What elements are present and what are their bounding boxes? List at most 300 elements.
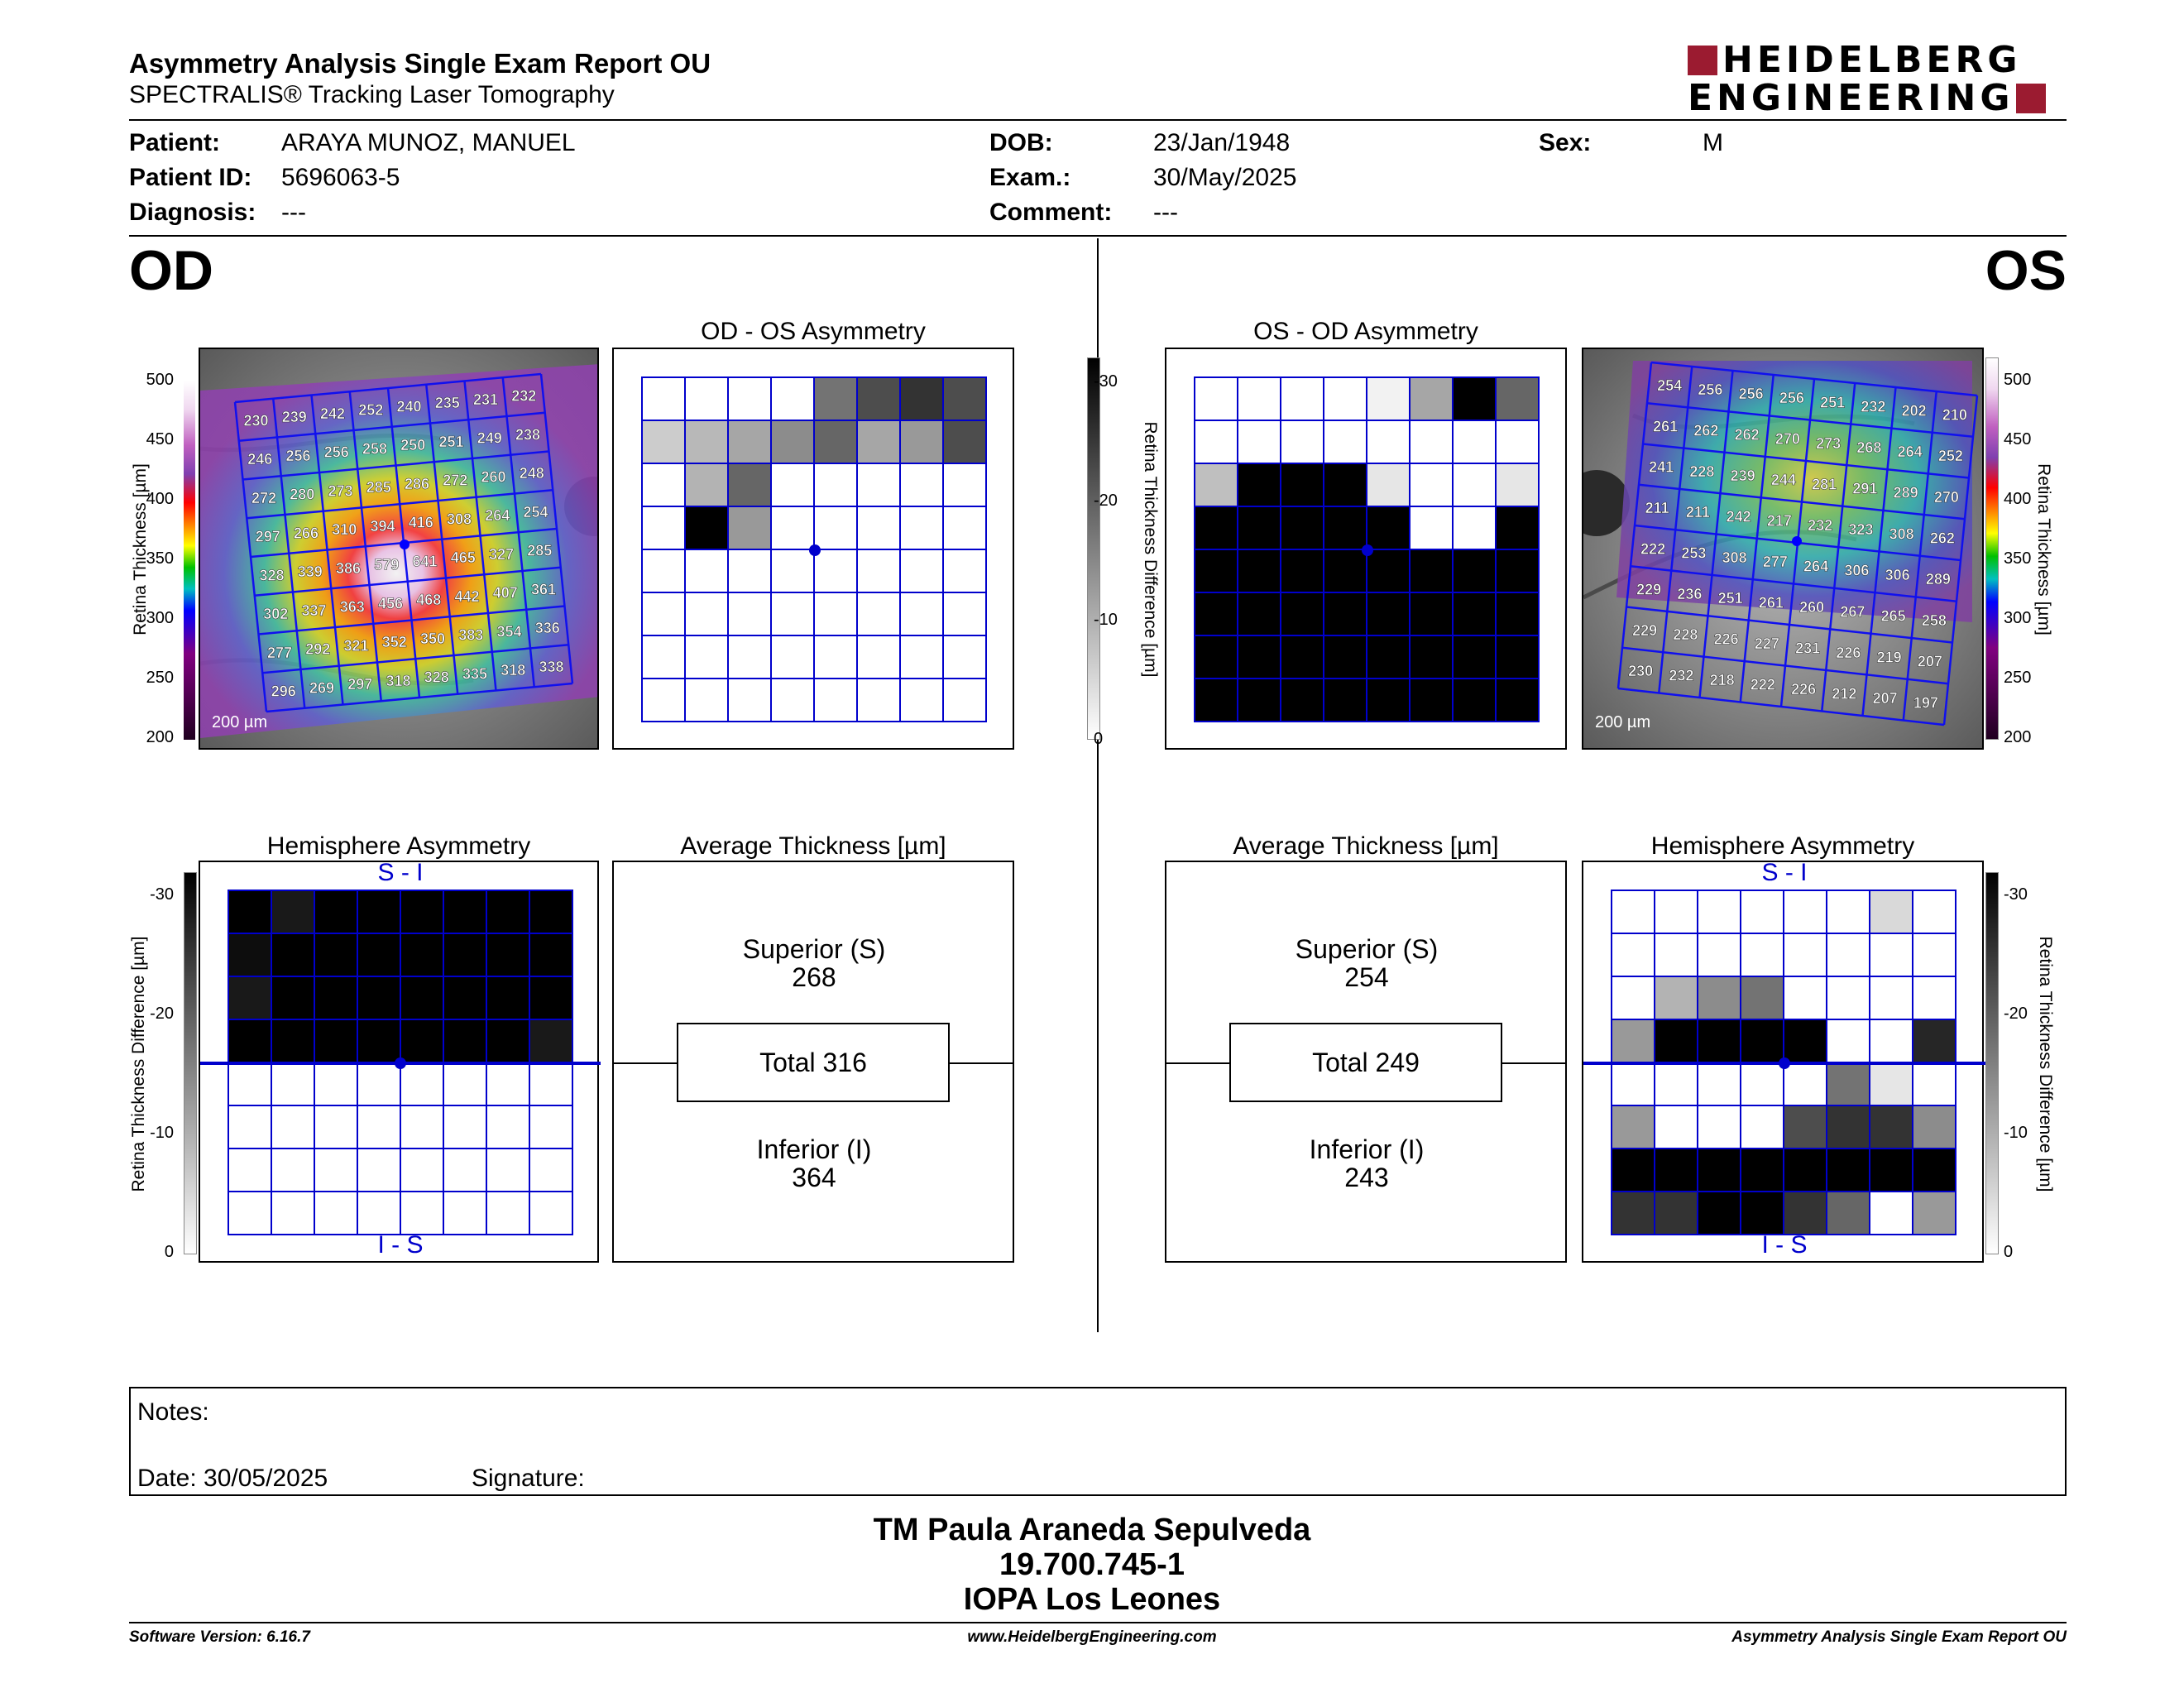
- asymmetry-cell: [1655, 933, 1698, 976]
- asymmetry-cell: [943, 635, 986, 679]
- thickness-value: 240: [396, 398, 422, 415]
- asymmetry-cell: [900, 463, 943, 506]
- thickness-value: 264: [1897, 443, 1923, 460]
- asymmetry-cell: [529, 1192, 572, 1235]
- thickness-value: 226: [1791, 680, 1817, 698]
- thickness-value: 286: [404, 475, 430, 492]
- thickness-value: 260: [1799, 598, 1825, 616]
- thickness-value: 232: [1808, 516, 1833, 534]
- diagnosis: ---: [281, 199, 306, 226]
- asymmetry-cell: [228, 1192, 271, 1235]
- thickness-value: 258: [1921, 611, 1947, 629]
- asymmetry-cell: [529, 1105, 572, 1149]
- report-subtitle: SPECTRALIS® Tracking Laser Tomography: [129, 81, 615, 108]
- asymmetry-cell: [1496, 377, 1539, 420]
- asymmetry-cell: [1784, 1062, 1827, 1105]
- asymmetry-cell: [857, 635, 900, 679]
- asymmetry-cell: [1367, 635, 1410, 679]
- thickness-value: 468: [416, 592, 442, 608]
- thickness-value: 280: [290, 486, 315, 503]
- asymmetry-cell: [1612, 976, 1655, 1019]
- thickness-value: 277: [266, 644, 293, 661]
- notes-box[interactable]: [129, 1387, 2067, 1496]
- asymmetry-cell: [314, 1062, 357, 1105]
- thickness-value: 239: [281, 409, 307, 425]
- asymmetry-cell: [357, 1019, 400, 1062]
- asymmetry-cell: [1870, 1062, 1913, 1105]
- thickness-value: 272: [251, 489, 277, 506]
- thickness-value: 207: [1917, 653, 1942, 670]
- asymmetry-cell: [1741, 890, 1784, 933]
- thickness-value: 306: [1844, 562, 1870, 579]
- asymmetry-cell: [1367, 463, 1410, 506]
- asymmetry-cell: [1238, 635, 1281, 679]
- asymmetry-cell: [400, 1019, 443, 1062]
- asymmetry-cell: [1827, 1192, 1870, 1235]
- thickness-value: 318: [386, 672, 411, 689]
- comment-label: Comment:: [989, 199, 1113, 226]
- signer-name: TM Paula Araneda Sepulveda: [873, 1513, 1311, 1547]
- asymmetry-cell: [228, 933, 271, 976]
- asymmetry-cell: [1281, 635, 1324, 679]
- thickness-value: 253: [1681, 544, 1707, 562]
- asymmetry-cell: [271, 1105, 314, 1149]
- asymmetry-cell: [1655, 1019, 1698, 1062]
- tick-label: -20: [150, 1005, 174, 1023]
- patient-id: 5696063-5: [281, 164, 400, 191]
- asymmetry-cell: [443, 1062, 486, 1105]
- asymmetry-cell: [357, 890, 400, 933]
- asymmetry-cell: [271, 1192, 314, 1235]
- thickness-value: 229: [1636, 581, 1662, 598]
- asymmetry-cell: [228, 1019, 271, 1062]
- thickness-value: 273: [328, 482, 353, 500]
- asymmetry-cell: [814, 506, 857, 549]
- tick-label: 0: [1094, 730, 1104, 748]
- asymmetry-cell: [900, 506, 943, 549]
- asymmetry-cell: [1784, 1019, 1827, 1062]
- asymmetry-cell: [685, 635, 728, 679]
- thickness-value: 250: [400, 437, 426, 453]
- asymmetry-cell: [685, 592, 728, 635]
- asymmetry-cell: [1698, 1105, 1741, 1149]
- asymmetry-cell: [486, 1149, 529, 1192]
- asymmetry-cell: [900, 592, 943, 635]
- patient-label: Patient:: [129, 129, 221, 156]
- asymmetry-cell: [642, 506, 685, 549]
- thickness-value: 207: [1872, 689, 1898, 707]
- asymmetry-cell: [529, 933, 572, 976]
- asymmetry-cell: [1453, 463, 1496, 506]
- thickness-value: 256: [1779, 390, 1804, 407]
- thickness-value: 211: [1645, 499, 1669, 516]
- thickness-value: 265: [1880, 607, 1906, 625]
- tick-label: -20: [2004, 1005, 2028, 1023]
- os-superior-value: 254: [1344, 962, 1389, 992]
- asymmetry-cell: [1324, 592, 1367, 635]
- thickness-value: 226: [1836, 644, 1861, 661]
- thickness-value: 236: [1677, 585, 1703, 602]
- asymmetry-cell: [1195, 506, 1238, 549]
- asymmetry-cell: [486, 933, 529, 976]
- asymmetry-cell: [1238, 463, 1281, 506]
- asymmetry-cell: [1655, 1149, 1698, 1192]
- thickness-value: 197: [1913, 694, 1938, 712]
- thickness-value: 231: [1795, 640, 1821, 657]
- asymmetry-cell: [1195, 679, 1238, 722]
- exam-label: Exam.:: [989, 164, 1071, 191]
- thickness-value: 328: [259, 567, 285, 584]
- asymmetry-cell: [529, 1019, 572, 1062]
- os-asym-title: OS - OD Asymmetry: [1253, 318, 1478, 345]
- asymmetry-cell: [1612, 1192, 1655, 1235]
- thickness-value: 270: [1774, 430, 1800, 448]
- thickness-value: 252: [358, 401, 384, 419]
- asymmetry-cell: [1741, 1019, 1784, 1062]
- website-link[interactable]: www.HeidelbergEngineering.com: [967, 1628, 1217, 1646]
- asymmetry-cell: [1281, 679, 1324, 722]
- asymmetry-cell: [1827, 1149, 1870, 1192]
- asymmetry-cell: [1655, 1062, 1698, 1105]
- asymmetry-cell: [1698, 1149, 1741, 1192]
- asymmetry-cell: [1784, 1192, 1827, 1235]
- asymmetry-cell: [314, 976, 357, 1019]
- report-title: Asymmetry Analysis Single Exam Report OU: [129, 48, 711, 79]
- asymmetry-cell: [1238, 506, 1281, 549]
- asymmetry-cell: [1238, 549, 1281, 592]
- asymmetry-cell: [642, 549, 685, 592]
- asymmetry-cell: [1827, 890, 1870, 933]
- thickness-value: 327: [488, 545, 515, 563]
- asymmetry-cell: [1324, 463, 1367, 506]
- asymmetry-cell: [271, 933, 314, 976]
- asymmetry-cell: [1410, 506, 1453, 549]
- od-diff-axis-label: Retina Thickness Difference [µm]: [129, 936, 148, 1192]
- asymmetry-cell: [271, 890, 314, 933]
- asymmetry-cell: [1827, 933, 1870, 976]
- tick-label: 400: [2004, 490, 2032, 508]
- asymmetry-cell: [1410, 463, 1453, 506]
- asymmetry-cell: [685, 463, 728, 506]
- thickness-value: 407: [492, 584, 518, 602]
- asymmetry-cell: [1496, 506, 1539, 549]
- os-asym-svg: [1166, 349, 1569, 751]
- os-hemi-diff-colorbar: [1985, 872, 1999, 1254]
- asymmetry-cell: [1281, 377, 1324, 420]
- asymmetry-cell: [1698, 1019, 1741, 1062]
- asymmetry-cell: [357, 933, 400, 976]
- thickness-value: 232: [1861, 398, 1886, 415]
- asymmetry-cell: [685, 679, 728, 722]
- asymmetry-cell: [1870, 890, 1913, 933]
- thickness-value: 338: [539, 658, 564, 675]
- os-scale-bar: 200 µm: [1595, 713, 1651, 731]
- asymmetry-cell: [685, 506, 728, 549]
- thickness-value: 212: [1832, 685, 1857, 703]
- asymmetry-cell: [857, 679, 900, 722]
- asymmetry-cell: [357, 1105, 400, 1149]
- asymmetry-cell: [771, 420, 814, 463]
- thickness-value: 229: [1632, 621, 1658, 639]
- footer-report-name: Asymmetry Analysis Single Exam Report OU: [1731, 1628, 2067, 1646]
- os-thickness-axis-label: Retina Thickness [µm]: [2034, 463, 2053, 635]
- asymmetry-cell: [1281, 463, 1324, 506]
- os-asym-panel: [1165, 348, 1567, 750]
- asymmetry-cell: [357, 1192, 400, 1235]
- logo-square-icon: [1688, 46, 1717, 75]
- asymmetry-cell: [1410, 549, 1453, 592]
- header-divider: [129, 119, 2067, 121]
- asymmetry-cell: [943, 679, 986, 722]
- asymmetry-cell: [1698, 1192, 1741, 1235]
- asymmetry-cell: [771, 506, 814, 549]
- asymmetry-cell: [1324, 377, 1367, 420]
- patient-divider: [129, 235, 2067, 237]
- asymmetry-cell: [1698, 1062, 1741, 1105]
- thickness-value: 296: [271, 683, 296, 700]
- asymmetry-cell: [1741, 976, 1784, 1019]
- asymmetry-cell: [529, 1062, 572, 1105]
- asymmetry-cell: [529, 976, 572, 1019]
- od-thickness-svg: [200, 349, 599, 750]
- dob: 23/Jan/1948: [1153, 129, 1291, 156]
- thickness-value: 246: [247, 451, 273, 468]
- asymmetry-cell: [1195, 420, 1238, 463]
- thickness-value: 248: [519, 465, 544, 482]
- fovea-marker: [809, 544, 821, 556]
- asymmetry-cell: [228, 890, 271, 933]
- thickness-value: 308: [1722, 549, 1747, 566]
- logo-square-icon: [2016, 84, 2046, 113]
- asymmetry-cell: [1784, 1105, 1827, 1149]
- tick-label: -10: [2004, 1124, 2028, 1142]
- tick-label: -10: [1094, 611, 1118, 629]
- os-inferior-label: Inferior (I): [1309, 1134, 1425, 1164]
- asymmetry-cell: [1612, 1019, 1655, 1062]
- asymmetry-cell: [771, 635, 814, 679]
- asymmetry-cell: [1913, 1062, 1956, 1105]
- asymmetry-cell: [1367, 592, 1410, 635]
- asymmetry-cell: [943, 592, 986, 635]
- tick-label: 400: [146, 490, 174, 508]
- asymmetry-cell: [1913, 1019, 1956, 1062]
- thickness-value: 352: [381, 634, 407, 650]
- asymmetry-cell: [1496, 635, 1539, 679]
- asymmetry-cell: [443, 1105, 486, 1149]
- asymmetry-cell: [1870, 933, 1913, 976]
- thickness-value: 228: [1689, 463, 1715, 480]
- asymmetry-cell: [486, 890, 529, 933]
- asymmetry-cell: [1496, 463, 1539, 506]
- asymmetry-cell: [1870, 1019, 1913, 1062]
- tick-label: 0: [2004, 1243, 2014, 1261]
- tick-label: 250: [2004, 669, 2032, 687]
- asymmetry-cell: [1698, 933, 1741, 976]
- thickness-value: 210: [1942, 406, 1967, 424]
- thickness-value: 235: [434, 395, 460, 411]
- od-thickness-map: [199, 348, 599, 750]
- thickness-value: 383: [458, 626, 484, 644]
- od-label: OD: [129, 239, 213, 302]
- asymmetry-cell: [728, 635, 771, 679]
- tick-label: -10: [150, 1124, 174, 1142]
- asymmetry-cell: [900, 549, 943, 592]
- thickness-value: 231: [472, 391, 499, 408]
- asymmetry-cell: [1195, 463, 1238, 506]
- thickness-value: 641: [412, 553, 438, 570]
- thickness-value: 242: [1726, 508, 1751, 525]
- od-avg-title: Average Thickness [µm]: [680, 832, 946, 860]
- thickness-value: 244: [1770, 472, 1796, 489]
- thickness-value: 202: [1901, 402, 1927, 420]
- thickness-value: 211: [1685, 504, 1710, 521]
- asymmetry-cell: [857, 377, 900, 420]
- od-asym-panel: [612, 348, 1014, 750]
- asymmetry-cell: [1655, 1105, 1698, 1149]
- asymmetry-cell: [529, 890, 572, 933]
- asymmetry-cell: [900, 679, 943, 722]
- tick-label: 350: [146, 549, 174, 568]
- asymmetry-cell: [1453, 679, 1496, 722]
- tick-label: -30: [150, 885, 174, 904]
- asymmetry-cell: [1324, 420, 1367, 463]
- od-thickness-colorbar: [184, 381, 195, 740]
- asymmetry-cell: [1453, 549, 1496, 592]
- tick-label: 450: [146, 430, 174, 448]
- thickness-value: 267: [1840, 603, 1866, 621]
- thickness-value: 254: [523, 503, 548, 520]
- thickness-value: 361: [530, 581, 557, 598]
- asymmetry-cell: [1195, 377, 1238, 420]
- thickness-value: 456: [377, 595, 404, 612]
- asymmetry-cell: [900, 635, 943, 679]
- notes-label: Notes:: [137, 1398, 209, 1426]
- thickness-value: 465: [450, 549, 476, 566]
- asymmetry-cell: [943, 549, 986, 592]
- thickness-value: 219: [1876, 649, 1902, 666]
- thickness-value: 238: [515, 426, 541, 444]
- asymmetry-cell: [357, 1149, 400, 1192]
- fovea-marker: [1792, 536, 1802, 546]
- asymmetry-cell: [1913, 933, 1956, 976]
- asymmetry-cell: [814, 679, 857, 722]
- asymmetry-cell: [728, 506, 771, 549]
- asymmetry-cell: [857, 420, 900, 463]
- fovea-marker: [395, 1057, 406, 1069]
- asymmetry-cell: [1367, 506, 1410, 549]
- asymmetry-cell: [1324, 679, 1367, 722]
- asymmetry-cell: [1238, 592, 1281, 635]
- asymmetry-cell: [642, 635, 685, 679]
- asymmetry-cell: [271, 1019, 314, 1062]
- asymmetry-cell: [271, 1062, 314, 1105]
- os-hemi-svg: [1583, 862, 1985, 1264]
- asymmetry-cell: [771, 549, 814, 592]
- thickness-value: 328: [424, 669, 449, 686]
- asymmetry-cell: [1741, 1192, 1784, 1235]
- asymmetry-cell: [900, 377, 943, 420]
- asymmetry-cell: [228, 1105, 271, 1149]
- thickness-value: 416: [408, 514, 433, 531]
- thickness-value: 310: [332, 521, 357, 538]
- os-avg-panel: [1165, 861, 1567, 1263]
- asymmetry-cell: [814, 635, 857, 679]
- asymmetry-cell: [814, 463, 857, 506]
- od-thickness-axis-label: Retina Thickness [µm]: [131, 463, 150, 635]
- asymmetry-cell: [857, 592, 900, 635]
- os-total-box: Total 249: [1229, 1023, 1502, 1102]
- thickness-value: 264: [485, 507, 510, 524]
- asymmetry-cell: [1410, 679, 1453, 722]
- asymmetry-cell: [728, 679, 771, 722]
- asymmetry-cell: [314, 1105, 357, 1149]
- thickness-value: 252: [1937, 448, 1963, 465]
- thickness-value: 241: [1649, 458, 1674, 476]
- signer-org: IOPA Los Leones: [963, 1582, 1221, 1617]
- thickness-value: 318: [500, 662, 526, 679]
- asymmetry-cell: [728, 377, 771, 420]
- tick-label: 450: [2004, 430, 2032, 448]
- asymmetry-cell: [1827, 1062, 1870, 1105]
- od-asym-svg: [614, 349, 1016, 751]
- os-avg-title: Average Thickness [µm]: [1233, 832, 1499, 860]
- asymmetry-cell: [1281, 592, 1324, 635]
- thickness-value: 217: [1766, 512, 1792, 530]
- asymmetry-cell: [1367, 420, 1410, 463]
- asymmetry-cell: [642, 377, 685, 420]
- asymmetry-cell: [314, 1019, 357, 1062]
- thickness-value: 218: [1709, 672, 1735, 689]
- thickness-value: 323: [1848, 521, 1874, 539]
- asymmetry-cell: [1281, 549, 1324, 592]
- thickness-value: 335: [462, 665, 488, 683]
- thickness-value: 222: [1750, 676, 1775, 693]
- asymmetry-cell: [443, 1019, 486, 1062]
- tick-label: 500: [2004, 371, 2032, 389]
- asymmetry-cell: [443, 1149, 486, 1192]
- thickness-value: 260: [481, 468, 506, 486]
- asymmetry-cell: [1784, 1149, 1827, 1192]
- asymmetry-cell: [1453, 592, 1496, 635]
- asymmetry-cell: [314, 1192, 357, 1235]
- thickness-value: 297: [255, 528, 280, 545]
- thickness-value: 222: [1640, 540, 1666, 558]
- thickness-value: 261: [1653, 418, 1679, 435]
- thickness-value: 273: [1816, 434, 1842, 452]
- od-hemi-svg: [200, 862, 601, 1264]
- asymmetry-cell: [1741, 1149, 1784, 1192]
- tick-label: 300: [146, 609, 174, 627]
- asymmetry-cell: [1827, 976, 1870, 1019]
- tick-label: 250: [146, 669, 174, 687]
- os-inferior-value: 243: [1344, 1163, 1389, 1192]
- os-diff-colorbar: [1087, 357, 1100, 740]
- asymmetry-cell: [943, 420, 986, 463]
- asymmetry-cell: [314, 1149, 357, 1192]
- od-is-label: I - S: [377, 1231, 424, 1259]
- od-hemi-panel: [199, 861, 599, 1263]
- thickness-value: 270: [1933, 488, 1959, 506]
- asymmetry-cell: [857, 506, 900, 549]
- asymmetry-cell: [1496, 549, 1539, 592]
- asymmetry-cell: [400, 1105, 443, 1149]
- asymmetry-cell: [1741, 1105, 1784, 1149]
- asymmetry-cell: [1784, 933, 1827, 976]
- thickness-value: 277: [1762, 554, 1788, 571]
- thickness-value: 258: [362, 440, 388, 458]
- os-hemi-panel: [1582, 861, 1984, 1263]
- fovea-marker: [400, 539, 410, 549]
